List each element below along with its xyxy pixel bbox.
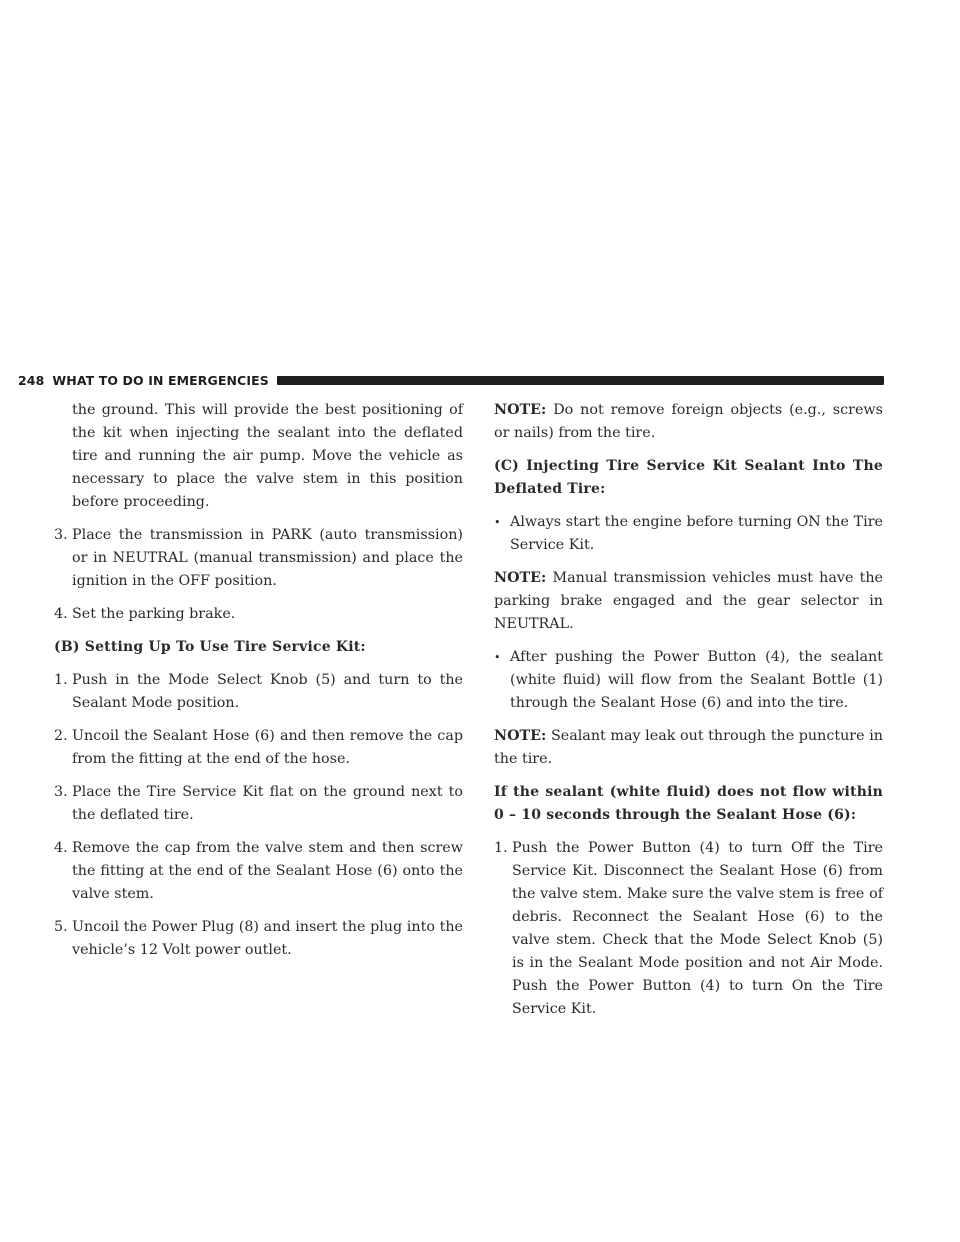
bullet-item: [494, 511, 883, 557]
note-text: Sealant may leak out through the puncture in the tire.: [494, 728, 883, 767]
note-label: NOTE:: [494, 570, 547, 586]
note-paragraph: [494, 399, 883, 445]
note-text: Do not remove foreign objects (e.g., screws or nails) from the tire.: [494, 402, 883, 441]
list-item: [54, 837, 463, 906]
list-item: [54, 669, 463, 715]
list-item: [54, 725, 463, 771]
list-text: Set the parking brake.: [72, 606, 236, 622]
continued-paragraph: the ground. This will provide the best positioning of the kit when injecting the sealant into the deflated tire and running the air pump. Move the vehicle as necessary to place the valve stem in this position before proceeding.: [72, 402, 463, 510]
list-text: Remove the cap from the valve stem and then screw the fitting at the end of the Sealant Hose (6) onto the valve stem.: [72, 840, 463, 902]
note-text: Manual transmission vehicles must have the parking brake engaged and the gear selector in NEUTRAL.: [494, 570, 883, 632]
bullet-icon: •: [494, 516, 501, 529]
list-text: Uncoil the Sealant Hose (6) and then remove the cap from the fitting at the end of the hose.: [72, 728, 463, 767]
list-item: [54, 603, 463, 626]
list-number: 4.: [54, 840, 68, 856]
bullet-text: Always start the engine before turning ON the Tire Service Kit.: [510, 514, 883, 553]
header-rule: [277, 376, 884, 385]
list-number: 5.: [54, 919, 68, 935]
list-item: [54, 916, 463, 962]
list-item: [494, 837, 883, 1021]
right-column: [494, 399, 883, 1021]
bullet-text: After pushing the Power Button (4), the sealant (white fluid) will flow from the Sealant Bottle (1) through the Sealant Hose (6) and into the tire.: [510, 649, 883, 711]
page-header: [18, 372, 884, 388]
left-column: [54, 399, 463, 962]
note-label: NOTE:: [494, 402, 547, 418]
note-label: NOTE:: [494, 728, 547, 744]
list-number: 3.: [54, 527, 68, 543]
list-item: [54, 524, 463, 593]
list-number: 1.: [54, 672, 68, 688]
list-number: 1.: [494, 840, 508, 856]
list-text: Push in the Mode Select Knob (5) and turn to the Sealant Mode position.: [72, 672, 463, 711]
list-number: 3.: [54, 784, 68, 800]
section-title: WHAT TO DO IN EMERGENCIES: [52, 372, 269, 388]
list-number: 4.: [54, 606, 68, 622]
bullet-icon: •: [494, 651, 501, 664]
list-text: Uncoil the Power Plug (8) and insert the plug into the vehicle’s 12 Volt power outlet.: [72, 919, 463, 958]
list-text: Place the Tire Service Kit flat on the ground next to the deflated tire.: [72, 784, 463, 823]
note-paragraph: [494, 725, 883, 771]
page-number: 248: [18, 372, 45, 388]
bullet-item: [494, 646, 883, 715]
list-text: Push the Power Button (4) to turn Off the Tire Service Kit. Disconnect the Sealant Hose (6) from the valve stem. Make sure the valve stem is free of debris. Reconnect the Sealant Hose (6) to the valve stem. Check that the Mode Select Knob (5) is in the Sealant Mode position and not Air Mode. Push the Power Button (4) to turn On the Tire Service Kit.: [512, 840, 883, 1017]
list-item: [54, 781, 463, 827]
note-paragraph: [494, 567, 883, 636]
section-heading-c: (C) Injecting Tire Service Kit Sealant Into The Deflated Tire:: [494, 458, 883, 497]
list-text: Place the transmission in PARK (auto transmission) or in NEUTRAL (manual transmission) and place the ignition in the OFF position.: [72, 527, 463, 589]
section-heading-d: If the sealant (white fluid) does not flow within 0 – 10 seconds through the Sealant Hose (6):: [494, 784, 883, 823]
section-heading-b: (B) Setting Up To Use Tire Service Kit:: [54, 639, 366, 655]
list-number: 2.: [54, 728, 68, 744]
